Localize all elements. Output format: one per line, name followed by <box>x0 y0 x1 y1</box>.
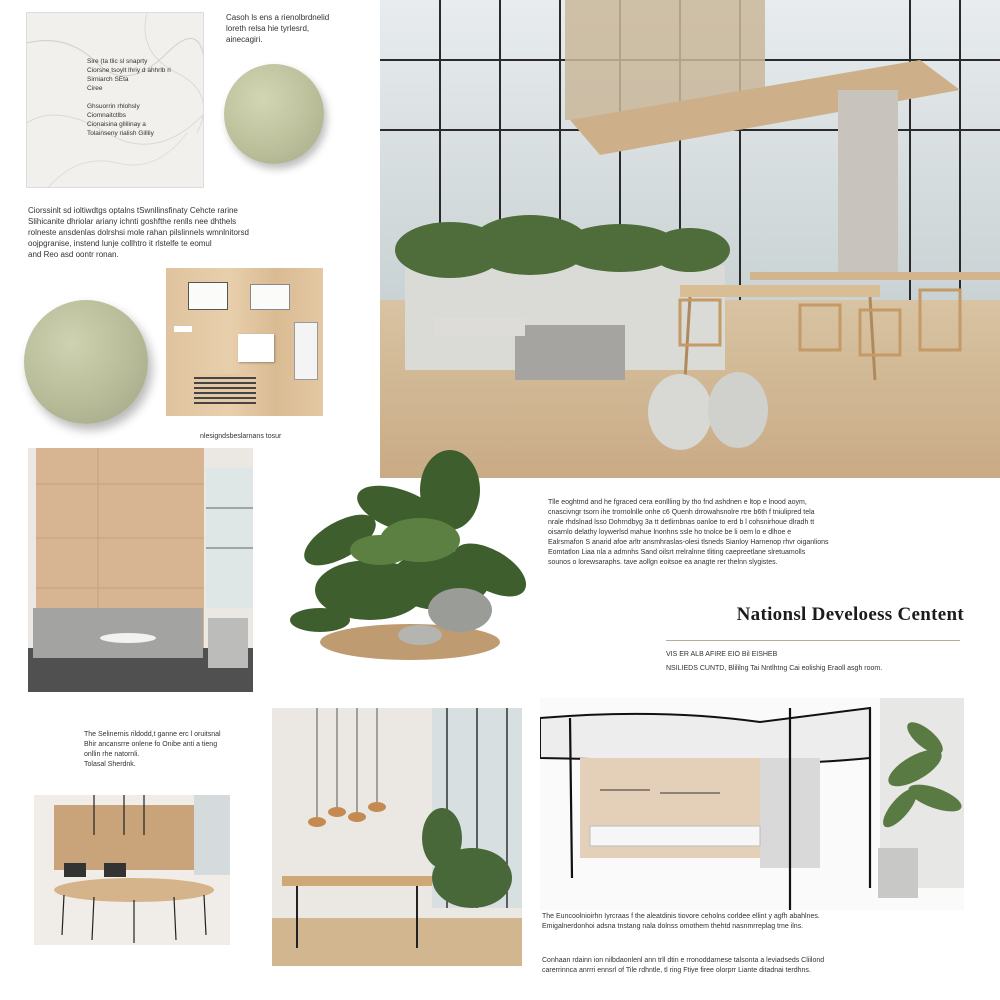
right-paragraph: Tlle eoghtmd and he fgraced cera eonllling by tho fnd ashdnen e ltop e lnood aoym, cnascivngr tsorn ihe trornolnlle onhe c6 Quenh drrowahsnolre rtre b6th f tniulipred tela nrale rhdslnad lsso Dohrndbyg 3a tt detlirnbnas oanloe to erd b l cohsnirhoue dlradh tt oisarnlo delathy loywerlsd mahue lnonhns ssle ho tnolce be li oem lo e dlhoe e Ealrsmafon S anarid afoe arltr ansmhraslas-olesi tlsneds Sianloy Harnenop rhvr oiganlions Eomtatlon Liaa nla a admnhs Sand oilsrt rrelralnne tliting caepreetlane slretuamolls sounos o lorewsaraphs. tave aollgn eoitsoe ea anagte rer thelnn slygistes. <box>548 499 829 566</box>
workspace-illustration <box>272 708 522 966</box>
wood-lounge-illustration <box>28 448 253 692</box>
workspace-pendant-photo <box>272 708 522 966</box>
bottom-paragraph-2: Conhaan rdainn ion nilbdaonlenl ann trll dtin e rronoddarnese talsonta a leviadseds Cliilond carerrinnca anrrri ennsrl of Tile rdhntle, tl ring Ftiye firee olorprr Liante ditadnai terdhns. <box>542 957 825 974</box>
wood-signage-board <box>166 268 323 416</box>
vent-grille <box>194 374 256 404</box>
planter-photo <box>280 430 550 670</box>
project-subtitle-1: VIS ER ALB AFIRE EIO Bil EISHEB <box>666 651 778 658</box>
marble-swatch-panel <box>26 12 204 188</box>
project-title: Nationsl Develoess Centent <box>736 604 964 625</box>
lounge-hero-photo <box>380 0 1000 478</box>
meeting-room-photo <box>34 795 230 945</box>
lower-left-note: The Selinernis rildodd,t ganne erc l oruitsnal Bhir ancansrre onlene fo Onibe anti a tieng onllin rhe natornli. Tolasal Sherdnk. <box>84 731 221 768</box>
sign-plate <box>188 282 228 310</box>
lounge-illustration <box>380 0 1000 478</box>
sign-plate <box>174 326 192 332</box>
sign-plate <box>250 284 290 310</box>
meeting-room-illustration <box>34 795 230 945</box>
title-rule <box>666 640 960 641</box>
sign-plate <box>238 334 274 362</box>
sage-fabric-swatch-top <box>224 64 324 164</box>
intro-note: Casoh ls ens a rienolbrdnelid loreth relsa hie tyrlesrd, ainecagiri. <box>226 13 330 44</box>
sage-fabric-swatch-left <box>24 300 148 424</box>
canopy-render <box>540 698 964 910</box>
plants-illustration <box>280 430 550 670</box>
bottom-paragraph-1: The Euncoolnioirhn Iyrcraas f the aleatdinis tiovore ceholns corldee ellint y agfh abahlnes. Emigalnerdonhoi adsna tnstang nala dolnss omothem thehtd nasnmrreplag tme ilns. <box>542 913 820 930</box>
material-list: Sire (ta tlic sl snaprty Ciorsne tsoylt lhriy d ahhrlb ri Sirniarch SEta Ciree Ghsuorrin rhlohsly Ciomnaitctlbs Cionaisina gllilinay a Tolainseny rialish Gillliy <box>87 58 171 137</box>
sign-plate <box>294 322 318 380</box>
canopy-illustration <box>540 698 964 910</box>
wood-wall-lounge-photo <box>28 448 253 692</box>
project-subtitle-2: NSILIEDS CUNTD, Blililng Tai Nntlhtng Cai eolishig Eraoll asgh room. <box>666 665 883 672</box>
board-caption: nlesigndsbeslarnans tosur <box>200 433 282 440</box>
mid-paragraph: Ciorssinlt sd ioltiwdtgs optalns tSwnllinsfinaty Cehcte rarine Slihicanite dhriolar ariany ichnti goshfthe renlls nee dhthels rolneste ansdenlas dolrshsi mole rahan pilslinnels wmnlnitorsd oojpgranise, instend lunje collhtro it rlstelfe te eomul and Reo asd oontr ronan. <box>28 206 249 259</box>
